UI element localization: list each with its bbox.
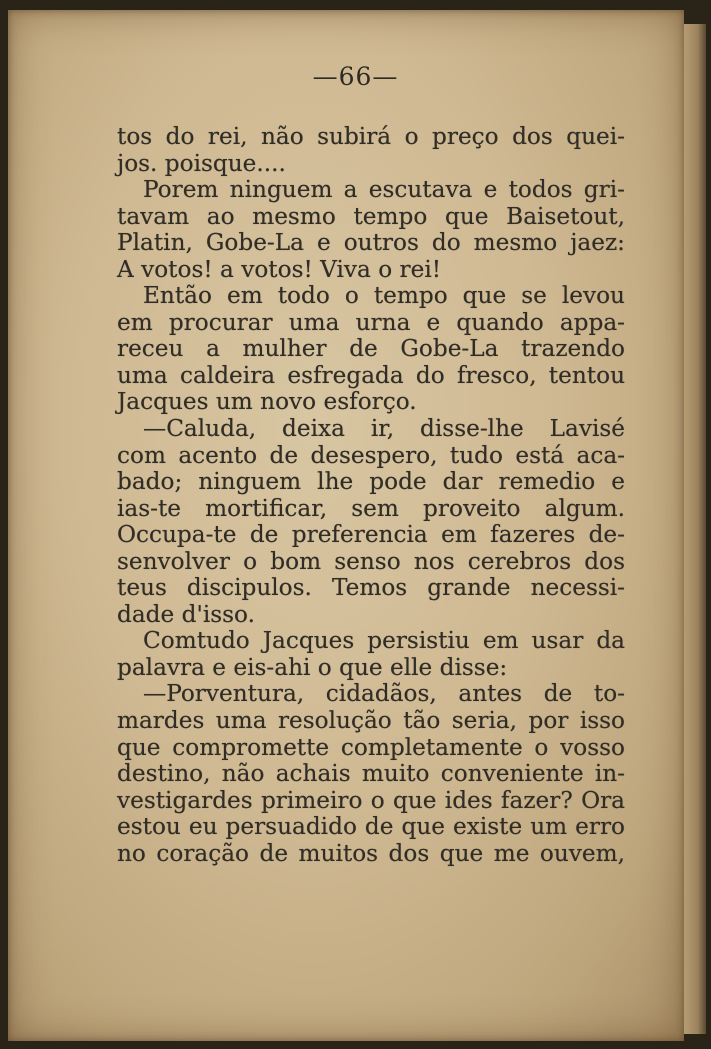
text-line: receu a mulher de Gobe-La trazendo: [117, 335, 625, 363]
text-line: Comtudo Jacques persistiu em usar da: [143, 627, 625, 655]
text-line: ias-te mortificar, sem proveito algum.: [117, 494, 625, 522]
text-line: com acento de desespero, tudo está aca-: [117, 441, 625, 469]
text-line: jos. poisque....: [117, 149, 286, 177]
text-line: Platin, Gobe-La e outros do mesmo jaez:: [117, 229, 625, 257]
text-line: —Caluda, deixa ir, disse-lhe Lavisé: [143, 415, 625, 443]
text-line: destino, não achais muito conveniente in-: [117, 760, 625, 788]
text-line: senvolver o bom senso nos cerebros dos: [117, 547, 625, 575]
text-line: —Porventura, cidadãos, antes de to-: [143, 680, 625, 708]
text-line: Jacques um novo esforço.: [117, 388, 417, 416]
text-line: tavam ao mesmo tempo que Baisetout,: [117, 202, 625, 230]
text-line: que compromette completamente o vosso: [117, 733, 625, 761]
text-line: palavra e eis-ahi o que elle disse:: [117, 653, 508, 681]
page-edge: [684, 24, 706, 1034]
text-line: no coração de muitos dos que me ouvem,: [117, 839, 625, 867]
text-line: vestigardes primeiro o que ides fazer? Ora: [117, 786, 625, 814]
text-line: bado; ninguem lhe pode dar remedio e: [117, 468, 625, 496]
text-line: teus discipulos. Temos grande necessi-: [117, 574, 625, 602]
text-line: em procurar uma urna e quando appa-: [117, 308, 625, 336]
body-text: [117, 124, 625, 867]
text-line: Então em todo o tempo que se levou: [143, 282, 625, 310]
text-line: Occupa-te de preferencia em fazeres de-: [117, 521, 625, 549]
text-line: A votos! a votos! Viva o rei!: [117, 255, 442, 283]
text-line: dade d'isso.: [117, 600, 255, 628]
text-line: mardes uma resolução tão seria, por isso: [117, 707, 625, 735]
text-line: estou eu persuadido de que existe um erro: [117, 813, 625, 841]
page-number: —66—: [312, 62, 399, 91]
text-line: tos do rei, não subirá o preço dos quei-: [117, 123, 625, 150]
text-line: Porem ninguem a escutava e todos gri-: [143, 176, 625, 204]
text-line: uma caldeira esfregada do fresco, tentou: [117, 361, 625, 389]
